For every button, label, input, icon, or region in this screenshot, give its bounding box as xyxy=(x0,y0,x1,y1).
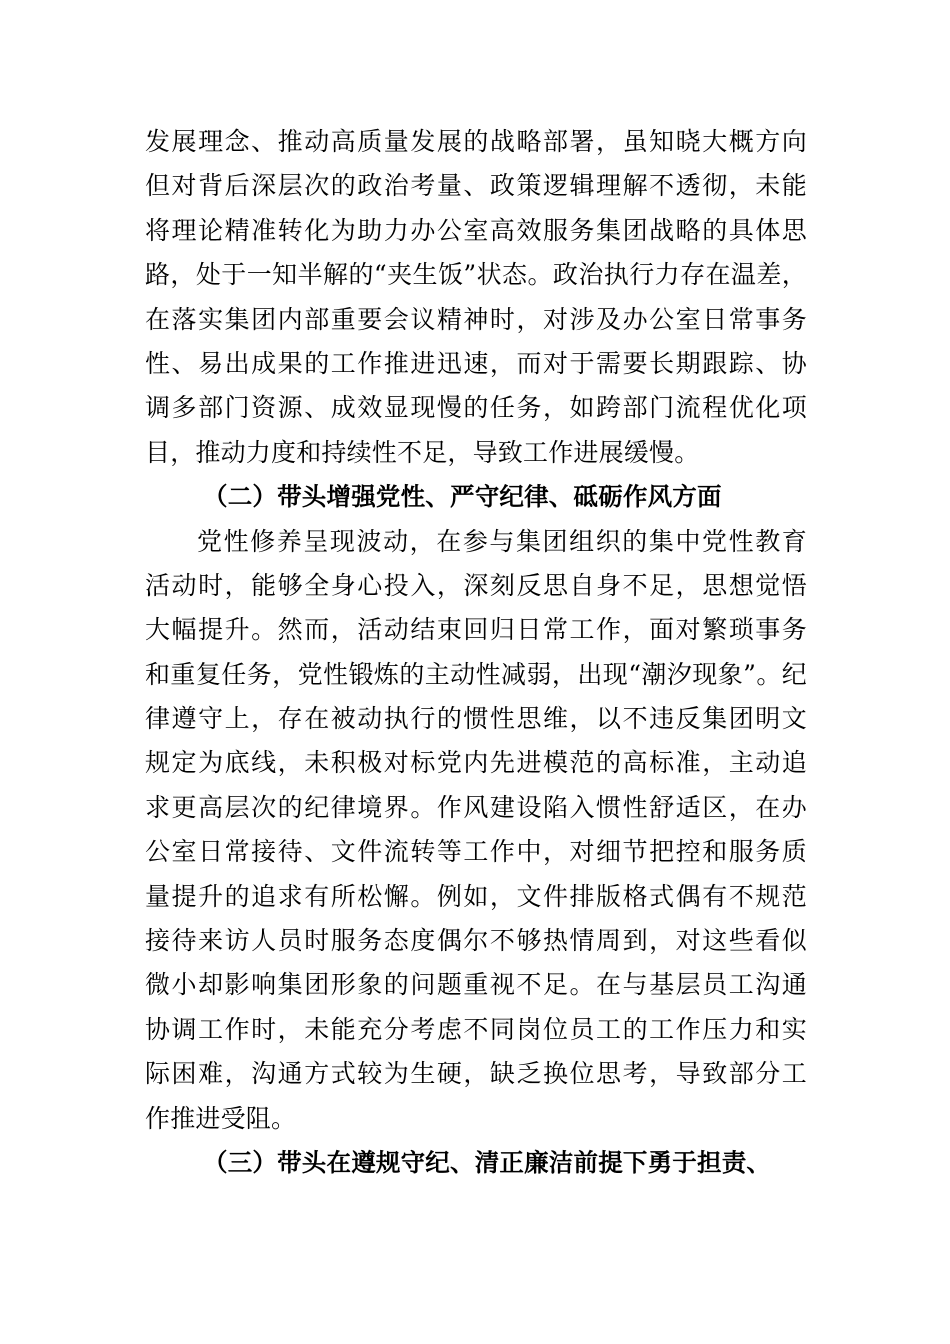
section-heading-3: （三）带头在遵规守纪、清正廉洁前提下勇于担责、 xyxy=(203,1147,772,1177)
text-line: 求更高层次的纪律境界。作风建设陷入惯性舒适区，在办 xyxy=(145,792,807,822)
text-line: 公室日常接待、文件流转等工作中，对细节把控和服务质 xyxy=(145,837,807,867)
text-line: 路，处于一知半解的“夹生饭”状态。政治执行力存在温差， xyxy=(145,260,807,290)
text-line: 规定为底线，未积极对标党内先进模范的高标准，主动追 xyxy=(145,748,807,778)
text-line: 目，推动力度和持续性不足，导致工作进展缓慢。 xyxy=(145,437,700,467)
text-line: 协调工作时，未能充分考虑不同岗位员工的工作压力和实 xyxy=(145,1014,807,1044)
text-line: 将理论精准转化为助力办公室高效服务集团战略的具体思 xyxy=(145,215,807,245)
text-line: 在落实集团内部重要会议精神时，对涉及办公室日常事务 xyxy=(145,304,807,334)
section-heading-2: （二）带头增强党性、严守纪律、砥砺作风方面 xyxy=(203,482,722,512)
text-line: 作推进受阻。 xyxy=(145,1103,297,1133)
text-line: 活动时，能够全身心投入，深刻反思自身不足，思想觉悟 xyxy=(145,570,807,600)
text-line: 发展理念、推动高质量发展的战略部署，虽知晓大概方向 xyxy=(145,127,807,156)
text-line: 但对背后深层次的政治考量、政策逻辑理解不透彻，未能 xyxy=(145,171,807,201)
paragraph-political-execution xyxy=(145,120,807,475)
text-line: 大幅提升。然而，活动结束回归日常工作，面对繁琐事务 xyxy=(145,615,807,645)
text-line: 党性修养呈现波动，在参与集团组织的集中党性教育 xyxy=(197,526,807,556)
text-line: 微小却影响集团形象的问题重视不足。在与基层员工沟通 xyxy=(145,970,807,1000)
paragraph-party-spirit xyxy=(145,520,807,1141)
text-line: 和重复任务，党性锻炼的主动性减弱，出现“潮汐现象”。纪 xyxy=(145,659,807,689)
text-line: 性、易出成果的工作推进迅速，而对于需要长期跟踪、协 xyxy=(145,348,807,378)
text-line: 律遵守上，存在被动执行的惯性思维，以不违反集团明文 xyxy=(145,704,807,734)
document-page xyxy=(145,120,807,1185)
text-line: 量提升的追求有所松懈。例如，文件排版格式偶有不规范 xyxy=(145,881,807,911)
text-line: 际困难，沟通方式较为生硬，缺乏换位思考，导致部分工 xyxy=(145,1059,807,1089)
text-line: 调多部门资源、成效显现慢的任务，如跨部门流程优化项 xyxy=(145,393,807,423)
text-line: 接待来访人员时服务态度偶尔不够热情周到，对这些看似 xyxy=(145,926,807,956)
